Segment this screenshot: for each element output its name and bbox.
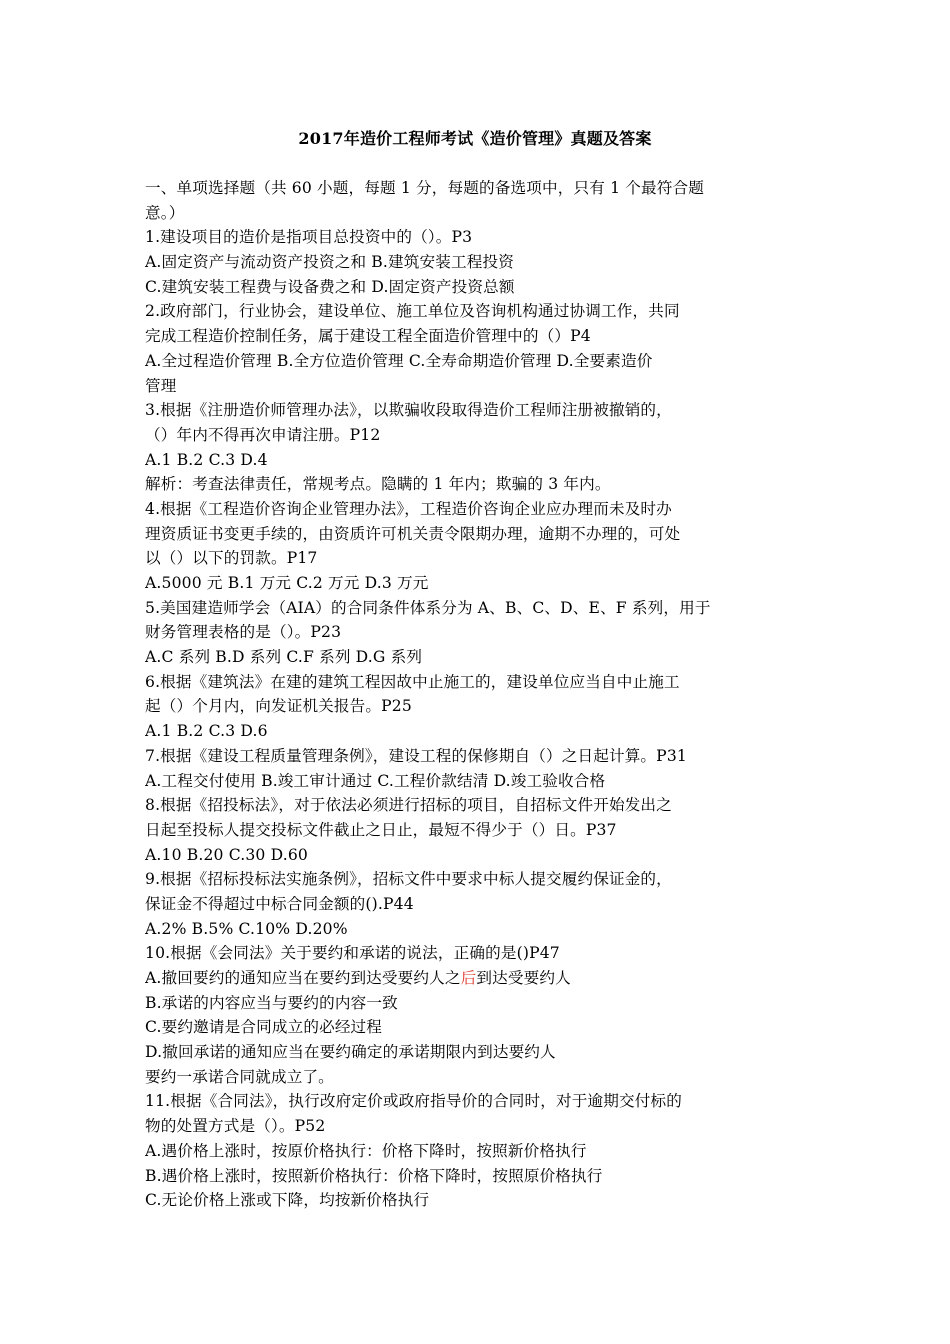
text-line: （）年内不得再次申请注册。P12 [145, 425, 381, 444]
text-line: 财务管理表格的是（）。P23 [145, 623, 342, 642]
text-line: 以（）以下的罚款。P17 [145, 549, 318, 568]
text-line: 3.根据《注册造价师管理办法》，以欺骗收段取得造价工程师注册被撤销的， [145, 401, 672, 420]
text-line: 要约一承诺合同就成立了。 [145, 1067, 334, 1086]
text-line: B.承诺的内容应当与要约的内容一致 [145, 993, 398, 1012]
text-line: 9.根据《招标投标法实施条例》，招标文件中要求中标人提交履约保证金的， [145, 870, 672, 889]
text-line: C.无论价格上涨或下降，均按新价格执行 [145, 1191, 430, 1210]
text-line: B.遇价格上涨时，按照新价格执行：价格下降时，按照原价格执行 [145, 1166, 603, 1185]
text-segment: 到达受要约人 [476, 969, 571, 987]
text-line: A.1 B.2 C.3 D.6 [145, 722, 268, 741]
text-line: A.5000 元 B.1 万元 C.2 万元 D.3 万元 [145, 574, 429, 592]
text-line: A.1 B.2 C.3 D.4 [145, 450, 268, 469]
text-line: 意。） [145, 203, 185, 222]
text-line: 2.政府部门，行业协会，建设单位、施工单位及咨询机构通过协调工作，共同 [145, 302, 680, 321]
text-line: 8.根据《招投标法》，对于依法必须进行招标的项目，自招标文件开始发出之 [145, 796, 672, 815]
text-line: A.遇价格上涨时，按原价格执行：价格下降时，按照新价格执行 [145, 1141, 587, 1160]
text-line: A.工程交付使用 B.竣工审计通过 C.工程价款结清 D.竣工验收合格 [145, 771, 606, 790]
text-line: C.要约邀请是合同成立的必经过程 [145, 1018, 383, 1037]
text-line: C.建筑安装工程费与设备费之和 D.固定资产投资总额 [145, 277, 515, 296]
text-line: 保证金不得超过中标合同金额的().P44 [145, 894, 414, 913]
text-line: 7.根据《建设工程质量管理条例》，建设工程的保修期自（）之日起计算。P31 [145, 746, 687, 765]
text-line: A.2% B.5% C.10% D.20% [145, 919, 348, 938]
text-line: 解析：考查法律责任，常规考点。隐瞒的 1 年内；欺骗的 3 年内。 [145, 475, 611, 494]
text-line: 起（）个月内，向发证机关报告。P25 [145, 697, 412, 716]
text-line: A.固定资产与流动资产投资之和 B.建筑安装工程投资 [145, 253, 514, 272]
text-line: 管理 [145, 376, 177, 395]
text-line: 理资质证书变更手续的，由资质许可机关责令限期办理，逾期不办理的，可处 [145, 524, 681, 543]
text-line: 1.建设项目的造价是指项目总投资中的（）。P3 [145, 228, 473, 247]
text-line: 物的处置方式是（）。P52 [145, 1117, 326, 1136]
text-line: A.C 系列 B.D 系列 C.F 系列 D.G 系列 [145, 648, 423, 667]
text-line: 日起至投标人提交投标文件截止之日止，最短不得少于（）日。P37 [145, 820, 617, 839]
text-line-with-highlight [145, 966, 807, 991]
text-line: 10.根据《会同法》关于要约和承诺的说法，正确的是()P47 [145, 944, 560, 963]
highlighted-text: 后 [460, 969, 477, 987]
text-line: 完成工程造价控制任务，属于建设工程全面造价管理中的（）P4 [145, 327, 591, 346]
document-title: 2017年造价工程师考试《造价管理》真题及答案 [298, 129, 652, 148]
text-line: D.撤回承诺的通知应当在要约确定的承诺期限内到达要约人 [145, 1043, 556, 1062]
text-line: 5.美国建造师学会（AIA）的合同条件体系分为 A、B、C、D、E、F 系列，用于 [145, 598, 711, 617]
text-line: 6.根据《建筑法》在建的建筑工程因故中止施工的，建设单位应当自中止施工 [145, 672, 680, 691]
text-segment: A.撤回要约的通知应当在要约到达受要约人之 [145, 969, 461, 987]
text-line: A.全过程造价管理 B.全方位造价管理 C.全寿命期造价管理 D.全要素造价 [145, 351, 653, 370]
text-line: 一、单项选择题（共 60 小题，每题 1 分，每题的备选项中，只有 1 个最符合题 [145, 179, 704, 197]
text-line: 4.根据《工程造价咨询企业管理办法》，工程造价咨询企业应办理而未及时办 [145, 499, 672, 518]
document-body [145, 176, 807, 1213]
text-line: A.10 B.20 C.30 D.60 [145, 845, 308, 864]
text-line: 11.根据《合同法》，执行改府定价或政府指导价的合同时，对于逾期交付标的 [145, 1092, 682, 1111]
